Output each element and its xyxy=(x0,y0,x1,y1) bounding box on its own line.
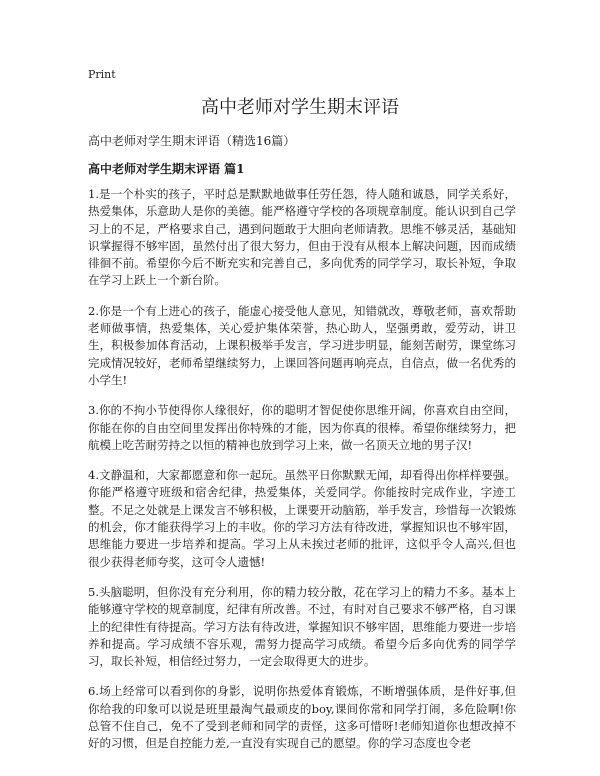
paragraph: 3.你的不拘小节使得你人缘很好，你的聪明才智促使你思维开阔，你喜欢自由空间，你能在你的自由空间里发挥出你特殊的才能，因为你真的很棒。希望你继续努力，把航模上吃苦耐劳持之以恒的精神也放到学习上来，做一名顶天立地的男子汉! xyxy=(88,403,516,452)
paragraph: 5.头脑聪明，但你没有充分利用，你的精力较分散，花在学习上的精力不多。基本上能够遵守学校的规章制度，纪律有所改善。不过，有时对自己要求不够严格，自习课上的纪律性有待提高。学习方法有待改进，掌握知识不够牢固，思维能力要进一步培养和提高。学习成绩不容乐观，需努力提高学习成绩。希望今后多向优秀的同学学习，取长补短，相信经过努力，一定会取得更大的进步。 xyxy=(88,584,516,669)
paragraph: 4.文静温和，大家都愿意和你一起玩。虽然平日你默默无闻，却看得出你样样要强。你能严格遵守班级和宿舍纪律，热爱集体，关爱同学。你能按时完成作业，字迹工整。不足之处就是上课发言不够积极，上课要开动脑筋，举手发言，珍惜每一次锻炼的机会，你才能获得学习上的丰收。你的学习方法有待改进，掌握知识也不够牢固，思维能力要进一步培养和提高。学习上从未挨过老师的批评，这似乎令人高兴,但也很少获得老师夸奖，这可令人遗憾! xyxy=(88,468,516,569)
section-heading: 高中老师对学生期末评语 篇1 xyxy=(88,162,245,176)
print-link[interactable]: Print xyxy=(88,68,116,81)
paragraph-list xyxy=(88,186,516,766)
page-title: 高中老师对学生期末评语 xyxy=(201,97,399,118)
paragraph: 1.是一个朴实的孩子，平时总是默默地做事任劳任怨，待人随和诚恳，同学关系好，热爱集体，乐意助人是你的美德。能严格遵守学校的各项规章制度。能认识到自己学习上的不足，严格要求自己，遇到问题敢于大胆向老师请教。思维不够灵活，基础知识掌握得不够牢固，虽然付出了很大努力，但由于没有从根本上解决问题，因而成绩徘徊不前。希望你今后不断充实和完善自己，多向优秀的同学学习，取长补短，争取在学习上跃上一个新台阶。 xyxy=(88,187,516,288)
paragraph: 2.你是一个有上进心的孩子，能虚心接受他人意见，知错就改，尊敬老师，喜欢帮助老师做事情，热爱集体，关心爱护集体荣誉，热心助人，坚强勇敢，爱劳动，讲卫生，积极参加体育活动，上课积极举手发言，学习进步明显，能刻苦耐劳，课堂练习完成情况较好，老师希望继续努力，上课回答问题再响亮点，自信点，做一名优秀的小学生! xyxy=(88,303,516,387)
document-subtitle: 高中老师对学生期末评语（精选16篇） xyxy=(88,134,296,148)
paragraph: 6.场上经常可以看到你的身影，说明你热爱体育锻炼，不断增强体质，是件好事,但你给我的印象可以说是班里最淘气最顽皮的boy,课间你常和同学打闹，多危险啊!你总管不住自己，免不了受到老师和同学的责怪，这多可惜呀!老师知道你也想改掉不好的习惯，但是自控能力差,一直没有实现自己的愿望。你的学习态度也令老 xyxy=(88,684,516,751)
